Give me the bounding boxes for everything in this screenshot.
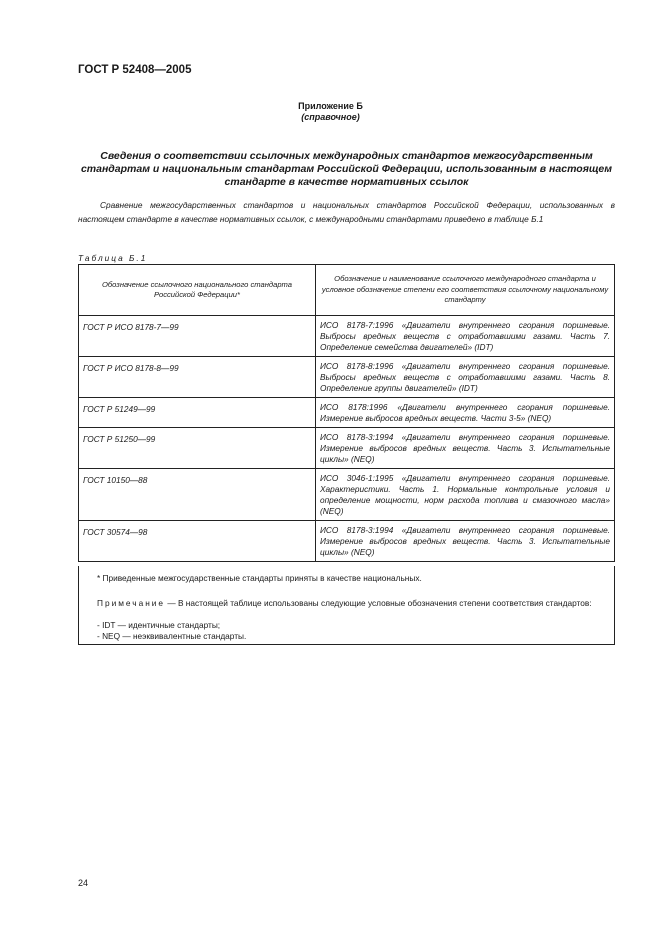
international-standard-cell: ИСО 8178:1996 «Двигатели внутреннего сгорания поршневые. Измерение выбросов вредных веществ. Части 3-5» (NEQ) bbox=[316, 398, 615, 428]
international-standard-cell: ИСО 8178-7:1996 «Двигатели внутреннего сгорания поршневые. Выбросы вредных веществ с отработавшими газами. Часть 7. Определение семейства двигателей» (IDT) bbox=[316, 316, 615, 357]
national-standard-cell: ГОСТ Р ИСО 8178-7—99 bbox=[79, 316, 316, 357]
table-row bbox=[79, 398, 615, 428]
international-standard-cell: ИСО 8178-3:1994 «Двигатели внутреннего сгорания поршневые. Измерение выбросов вредных веществ. Часть 3. Испытательные циклы» (NEQ) bbox=[316, 521, 615, 562]
national-standard-cell: ГОСТ Р ИСО 8178-8—99 bbox=[79, 357, 316, 398]
section-heading: Сведения о соответствии ссылочных международных стандартов межгосударственным стандартам и национальным стандартам Российской Федерации, использованным в настоящем стандарте в качестве нормативных ссылок bbox=[80, 150, 613, 188]
international-standard-cell: ИСО 8178-3:1994 «Двигатели внутреннего сгорания поршневые. Измерение выбросов вредных веществ. Часть 3. Испытательные циклы» (NEQ) bbox=[316, 428, 615, 469]
annex-title: Приложение Б bbox=[298, 101, 363, 111]
note-label: Примечание bbox=[97, 598, 166, 608]
table-row bbox=[79, 316, 615, 357]
table-row bbox=[79, 428, 615, 469]
standards-table bbox=[78, 264, 615, 562]
table-label: Таблица Б.1 bbox=[78, 253, 148, 263]
table-row bbox=[79, 521, 615, 562]
note-item-neq: - NEQ — неэквивалентные стандарты. bbox=[97, 631, 247, 641]
table-notes bbox=[78, 566, 615, 645]
international-standard-cell: ИСО 8178-8:1996 «Двигатели внутреннего сгорания поршневые. Выбросы вредных веществ с отработавшими газами. Часть 8. Определение группы двигателей» (IDT) bbox=[316, 357, 615, 398]
document-header: ГОСТ Р 52408—2005 bbox=[78, 64, 192, 76]
table-header-row bbox=[79, 265, 615, 316]
column-header-international: Обозначение и наименование ссылочного международного стандарта и условное обозначение степени его соответствия ссылочному национальному стандарту bbox=[316, 265, 615, 316]
footnote: * Приведенные межгосударственные стандарты приняты в качестве национальных. bbox=[97, 573, 422, 583]
national-standard-cell: ГОСТ 10150—88 bbox=[79, 469, 316, 521]
note-item-idt: - IDT — идентичные стандарты; bbox=[97, 620, 221, 630]
table-row bbox=[79, 469, 615, 521]
annex-subtitle: (справочное) bbox=[301, 112, 360, 122]
table-row bbox=[79, 357, 615, 398]
note-text: — В настоящей таблице использованы следующие условные обозначения степени соответствия стандартов: bbox=[165, 598, 592, 608]
international-standard-cell: ИСО 3046-1:1995 «Двигатели внутреннего сгорания поршневые. Характеристики. Часть 1. Нормальные контрольные условия и определение мощности, норм расхода топлива и смазочного масла» (NEQ) bbox=[316, 469, 615, 521]
national-standard-cell: ГОСТ Р 51249—99 bbox=[79, 398, 316, 428]
column-header-national: Обозначение ссылочного национального стандарта Российской Федерации* bbox=[79, 265, 316, 316]
note-paragraph bbox=[97, 598, 607, 609]
national-standard-cell: ГОСТ 30574—98 bbox=[79, 521, 316, 562]
national-standard-cell: ГОСТ Р 51250—99 bbox=[79, 428, 316, 469]
intro-paragraph: Сравнение межгосударственных стандартов и национальных стандартов Российской Федерации, использованных в настоящем стандарте в качестве нормативных ссылок, с международными стандартами приведено в таблице Б.1 bbox=[78, 200, 615, 224]
page-number: 24 bbox=[78, 878, 89, 888]
